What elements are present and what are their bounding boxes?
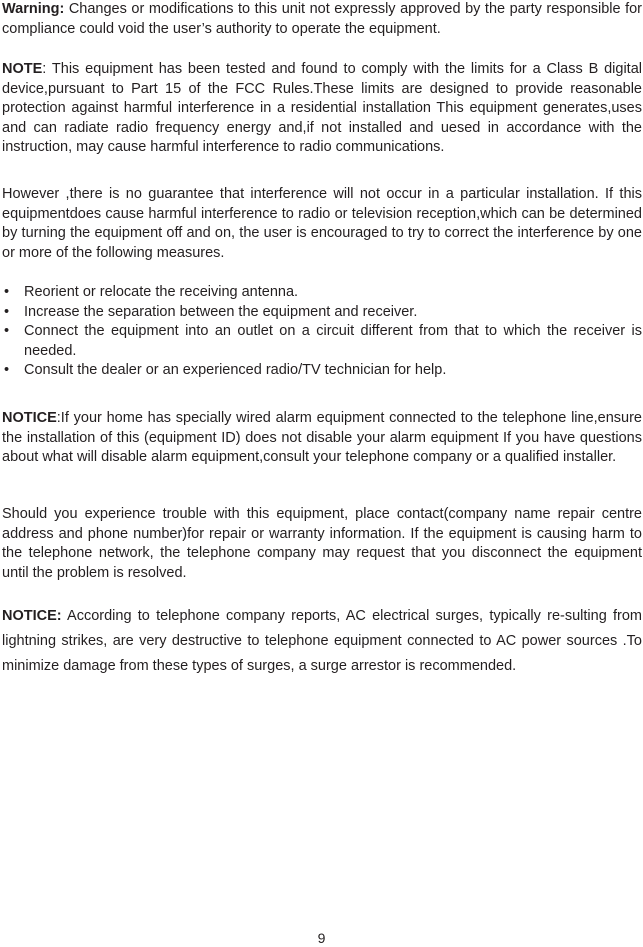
bullet-icon: •	[4, 323, 10, 339]
measures-list	[2, 283, 642, 381]
however-text: However ,there is no guarantee that interference will not occur in a particular installation. If this equipmentdoes cause harmful interference to radio or television reception,which can be determined by turning the equipment off and on, the user is encouraged to try to correct the interference by one or more of the following measures.	[2, 186, 642, 261]
warning-text: Changes or modifications to this unit not expressly approved by the party responsible for compliance could void the user’s authority to operate the equipment.	[2, 1, 642, 37]
list-item-text: Connect the equipment into an outlet on a circuit different from that to which the receiver is needed.	[24, 323, 642, 359]
list-item	[2, 283, 642, 303]
bullet-icon: •	[4, 284, 10, 300]
trouble-paragraph	[2, 505, 642, 583]
warning-paragraph	[2, 0, 642, 39]
list-item	[2, 303, 642, 323]
notice-alarm-label: NOTICE	[2, 410, 57, 426]
list-item	[2, 322, 642, 361]
list-item-text: Increase the separation between the equipment and receiver.	[24, 303, 418, 320]
notice-surge-paragraph	[2, 604, 642, 679]
bullet-icon: •	[4, 362, 10, 378]
notice-surge-text: According to telephone company reports, AC electrical surges, typically re-sulting from lightning strikes, are very destructive to telephone equipment connected to AC power sources .To minimize damage from these types of surges, a surge arrestor is recommended.	[2, 608, 642, 674]
warning-label: Warning:	[2, 1, 65, 17]
notice-alarm-text: :If your home has specially wired alarm equipment connected to the telephone line,ensure the installation of this (equipment ID) does not disable your alarm equipment If you have questions about what will disable alarm equipment,consult your telephone company or a qualified installer.	[2, 410, 642, 465]
list-item-text: Consult the dealer or an experienced radio/TV technician for help.	[24, 362, 447, 378]
however-paragraph	[2, 185, 642, 263]
trouble-text: Should you experience trouble with this equipment, place contact(company name repair centre address and phone number)for repair or warranty information. If the equipment is causing harm to the telephone network, the telephone company may request that you disconnect the equipment until the problem is resolved.	[2, 506, 642, 581]
note-text: : This equipment has been tested and found to comply with the limits for a Class B digital device,pursuant to Part 15 of the FCC Rules.These limits are designed to provide reasonable protection against harmful interference in a residential installation This equipment generates,uses and can radiate radio frequency energy and,if not installed and uesed in accordance with the instruction, may cause harmful interference to radio communications.	[2, 61, 642, 155]
page-number: 9	[317, 930, 326, 946]
notice-alarm-paragraph	[2, 409, 642, 468]
bullet-icon: •	[4, 303, 10, 320]
notice-surge-label: NOTICE:	[2, 608, 62, 624]
list-item-text: Reorient or relocate the receiving antenna.	[24, 284, 299, 300]
note-label: NOTE	[2, 61, 43, 77]
list-item	[2, 361, 642, 381]
note-paragraph	[2, 60, 642, 158]
